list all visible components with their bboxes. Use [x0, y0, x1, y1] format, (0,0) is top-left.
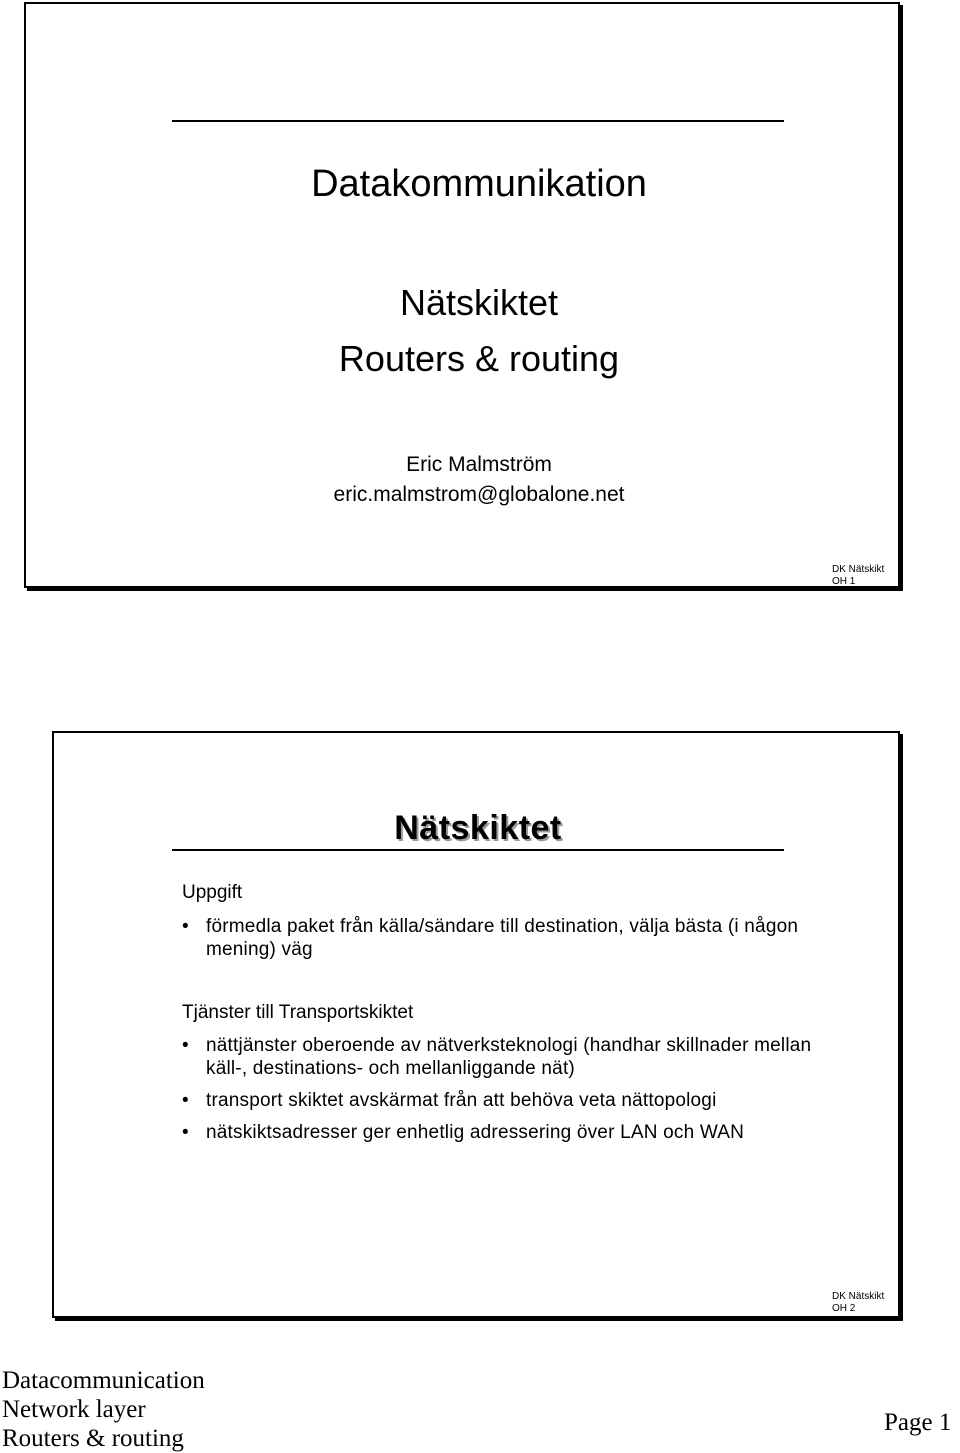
bullet-item: [182, 915, 802, 961]
bullet-text: transport skiktet avskärmat från att behöva veta nättopologi: [206, 1090, 717, 1111]
footer-topic-name: Network layer: [2, 1396, 146, 1423]
bullet-text: förmedla paket från källa/sändare till destination, välja bästa (i någon mening) väg: [206, 916, 799, 960]
bullet-list-tjanster: [182, 1034, 822, 1153]
slide-footer: [832, 1291, 884, 1315]
slide-heading: Nätskiktet: [394, 809, 562, 847]
slide-footer-tag: DK Nätskikt: [832, 564, 885, 575]
heading-rule: [172, 849, 784, 851]
bullet-item: [182, 1034, 822, 1080]
page-footer-title-block: [2, 1366, 205, 1453]
bullet-icon: •: [182, 916, 189, 937]
title-rule: [172, 120, 784, 122]
bullet-item: [182, 1089, 822, 1112]
footer-course-name: Datacommunication: [2, 1367, 205, 1394]
section-label-uppgift: Uppgift: [182, 882, 243, 903]
author-name: Eric Malmström: [406, 453, 552, 476]
slide-number: OH 2: [832, 1303, 856, 1314]
section-label-tjanster: Tjänster till Transportskiktet: [182, 1002, 414, 1023]
bullet-icon: •: [182, 1122, 189, 1143]
slide-2: [52, 731, 900, 1318]
bullet-text: nätskiktsadresser ger enhetlig adressering över LAN och WAN: [206, 1122, 745, 1143]
slide-1: [24, 2, 900, 588]
slide-footer-tag: DK Nätskikt: [832, 1291, 885, 1302]
page-number: Page 1: [884, 1409, 952, 1436]
bullet-item: [182, 1121, 822, 1144]
author-email: eric.malmstrom@globalone.net: [333, 483, 625, 506]
slide-footer: [832, 564, 884, 588]
bullet-list-uppgift: [182, 915, 802, 970]
topic-subtitle: Routers & routing: [338, 338, 620, 379]
slide-number: OH 1: [832, 576, 856, 587]
topic-title: Nätskiktet: [399, 282, 559, 323]
footer-subtopic-name: Routers & routing: [2, 1425, 184, 1452]
bullet-icon: •: [182, 1035, 189, 1056]
bullet-text: nättjänster oberoende av nätverksteknologi (handhar skillnader mellan käll-, destinations- och mellanliggande nät): [206, 1035, 812, 1079]
bullet-icon: •: [182, 1090, 189, 1111]
course-title: Datakommunikation: [311, 163, 647, 205]
